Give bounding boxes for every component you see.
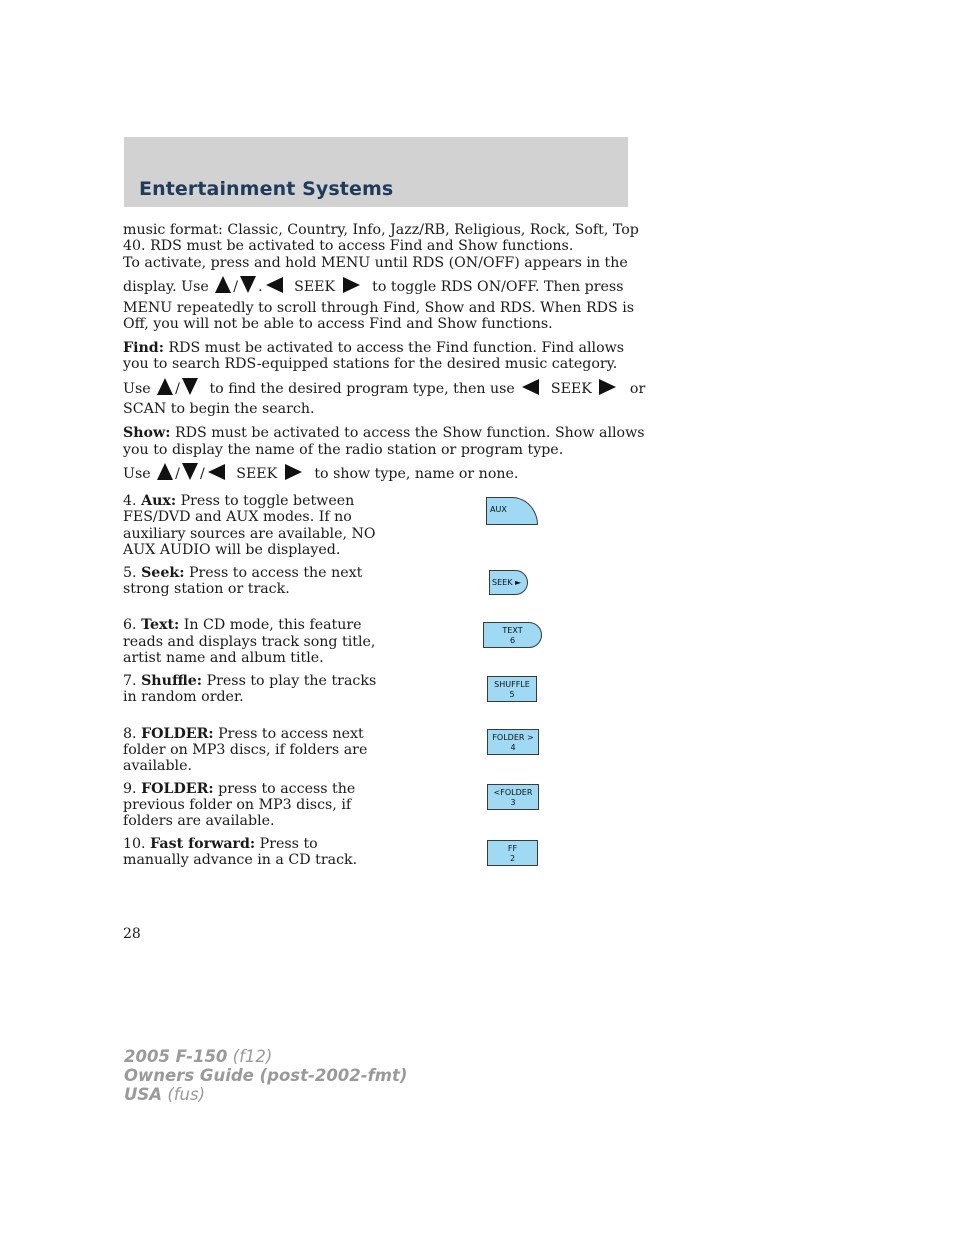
folder-prev-button-illustration	[487, 784, 539, 810]
arrow-left-icon	[522, 379, 539, 395]
item-label: FOLDER:	[141, 726, 214, 742]
find-line-1	[123, 340, 624, 356]
button-number: 4	[510, 743, 516, 752]
item-ff-line-2: manually advance in a CD track.	[123, 852, 358, 868]
item-text: Press to	[259, 836, 318, 852]
item-seek-line-1	[123, 565, 362, 581]
button-number: 2	[509, 854, 516, 863]
show-line-1	[123, 425, 645, 441]
item-text-line-3: artist name and album title.	[123, 650, 324, 666]
arrow-left-icon	[266, 277, 283, 293]
button-number: 3	[510, 798, 516, 807]
item-label: Seek:	[141, 565, 185, 581]
item-number: 6.	[123, 617, 137, 633]
show-label: Show:	[123, 425, 171, 441]
arrow-right-icon	[285, 464, 302, 480]
button-number: 5	[509, 690, 515, 699]
shuffle-button-illustration	[487, 676, 537, 702]
item-text-line-1	[123, 617, 362, 633]
show-line-1-text: RDS must be activated to access the Show function. Show allows	[175, 425, 645, 441]
item-number: 5.	[123, 565, 137, 581]
seek-label: SEEK	[550, 381, 592, 397]
section-title: Entertainment Systems	[139, 178, 394, 200]
arrow-right-icon	[343, 277, 360, 293]
item-shuffle-line-1	[123, 673, 376, 689]
intro-line-4-text-a: display. Use	[123, 279, 209, 295]
item-text: In CD mode, this feature	[183, 617, 362, 633]
arrow-down-icon	[240, 276, 256, 293]
footer-region-code: (fus)	[167, 1085, 206, 1104]
footer-guide: Owners Guide (post-2002-fmt)	[124, 1066, 408, 1085]
button-label: FF	[507, 844, 518, 853]
footer-line-3	[124, 1085, 407, 1104]
text-button-illustration	[483, 622, 542, 648]
section-header-band	[124, 137, 628, 207]
item-text: Press to access the next	[188, 565, 363, 581]
footer-line-1	[124, 1047, 407, 1066]
arrow-right-icon	[599, 379, 616, 395]
item-shuffle-line-2: in random order.	[123, 689, 244, 705]
seek-label: SEEK	[294, 279, 336, 295]
arrow-down-icon	[182, 378, 198, 395]
show-line-3-text-a: Use	[123, 466, 151, 482]
seek-button-illustration	[489, 570, 528, 595]
find-line-3-text-c: to find the desired program type, then use	[209, 381, 515, 397]
find-line-3	[123, 378, 645, 397]
intro-line-2: 40. RDS must be activated to access Find and Show functions.	[123, 238, 574, 254]
item-folder-next-line-3: available.	[123, 758, 192, 774]
seek-label: SEEK	[236, 466, 278, 482]
item-text-line-2: reads and displays track song title,	[123, 634, 376, 650]
folder-next-button-illustration	[487, 729, 539, 755]
item-label: Aux:	[141, 493, 177, 509]
button-label: FOLDER >	[492, 733, 534, 742]
find-line-2: you to search RDS-equipped stations for the desired music category.	[123, 356, 618, 372]
item-number: 7.	[123, 673, 137, 689]
page-number: 28	[123, 926, 141, 942]
button-label: AUX	[490, 505, 507, 514]
aux-button-illustration	[486, 497, 538, 525]
item-ff-line-1	[123, 836, 318, 852]
button-number: 6	[509, 636, 516, 645]
document-footer	[124, 1047, 407, 1104]
item-text: Press to play the tracks	[206, 673, 377, 689]
item-label: Shuffle:	[141, 673, 203, 689]
arrow-down-icon	[182, 463, 198, 480]
item-label: Fast forward:	[150, 836, 256, 852]
arrow-up-icon	[215, 276, 231, 293]
intro-line-1: music format: Classic, Country, Info, Jazz/RB, Religious, Rock, Soft, Top	[123, 222, 639, 238]
item-seek-line-2: strong station or track.	[123, 581, 290, 597]
show-line-3	[123, 463, 518, 482]
item-number: 10.	[123, 836, 146, 852]
intro-line-5: MENU repeatedly to scroll through Find, Show and RDS. When RDS is	[123, 300, 635, 316]
item-folder-prev-line-3: folders are available.	[123, 813, 275, 829]
item-folder-next-line-1	[123, 726, 364, 742]
arrow-left-icon	[208, 464, 225, 480]
item-folder-prev-line-1	[123, 781, 355, 797]
item-aux-line-4: AUX AUDIO will be displayed.	[123, 542, 341, 558]
intro-line-3: To activate, press and hold MENU until RDS (ON/OFF) appears in the	[123, 255, 628, 271]
find-line-1-text: RDS must be activated to access the Find function. Find allows	[168, 340, 625, 356]
item-label: Text:	[141, 617, 180, 633]
footer-model-code: (f12)	[232, 1047, 273, 1066]
slash: /	[233, 279, 239, 295]
button-label: SHUFFLE	[494, 680, 530, 689]
item-number: 4.	[123, 493, 137, 509]
item-folder-prev-line-2: previous folder on MP3 discs, if	[123, 797, 352, 813]
item-number: 8.	[123, 726, 137, 742]
footer-line-2	[124, 1066, 407, 1085]
intro-line-6: Off, you will not be able to access Find and Show functions.	[123, 316, 553, 332]
find-line-3-text-a: Use	[123, 381, 151, 397]
item-folder-next-line-2: folder on MP3 discs, if folders are	[123, 742, 368, 758]
button-label: SEEK ►	[492, 578, 522, 587]
item-aux-line-3: auxiliary sources are available, NO	[123, 526, 376, 542]
slash: /	[175, 466, 180, 482]
item-aux-line-1	[123, 493, 354, 509]
dot: .	[258, 279, 263, 295]
button-label: <FOLDER	[493, 788, 533, 797]
intro-line-4	[123, 276, 623, 295]
arrow-up-icon	[157, 463, 173, 480]
item-aux-line-2: FES/DVD and AUX modes. If no	[123, 509, 352, 525]
item-text: Press to access next	[218, 726, 364, 742]
find-line-3-text-d: or	[629, 381, 646, 397]
button-label: TEXT	[502, 626, 523, 635]
footer-region: USA	[124, 1085, 163, 1104]
item-text: press to access the	[218, 781, 356, 797]
find-label: Find:	[123, 340, 164, 356]
ff-button-illustration	[487, 840, 538, 866]
find-line-4: SCAN to begin the search.	[123, 401, 315, 417]
show-line-3-text-d: to show type, name or none.	[314, 466, 519, 482]
slash: /	[199, 466, 205, 482]
show-line-2: you to display the name of the radio station or program type.	[123, 442, 564, 458]
arrow-up-icon	[157, 378, 173, 395]
item-label: FOLDER:	[141, 781, 214, 797]
item-number: 9.	[123, 781, 137, 797]
footer-model: 2005 F-150	[124, 1047, 228, 1066]
item-text: Press to toggle between	[180, 493, 355, 509]
slash: /	[175, 381, 180, 397]
intro-line-4-text-d: to toggle RDS ON/OFF. Then press	[372, 279, 624, 295]
